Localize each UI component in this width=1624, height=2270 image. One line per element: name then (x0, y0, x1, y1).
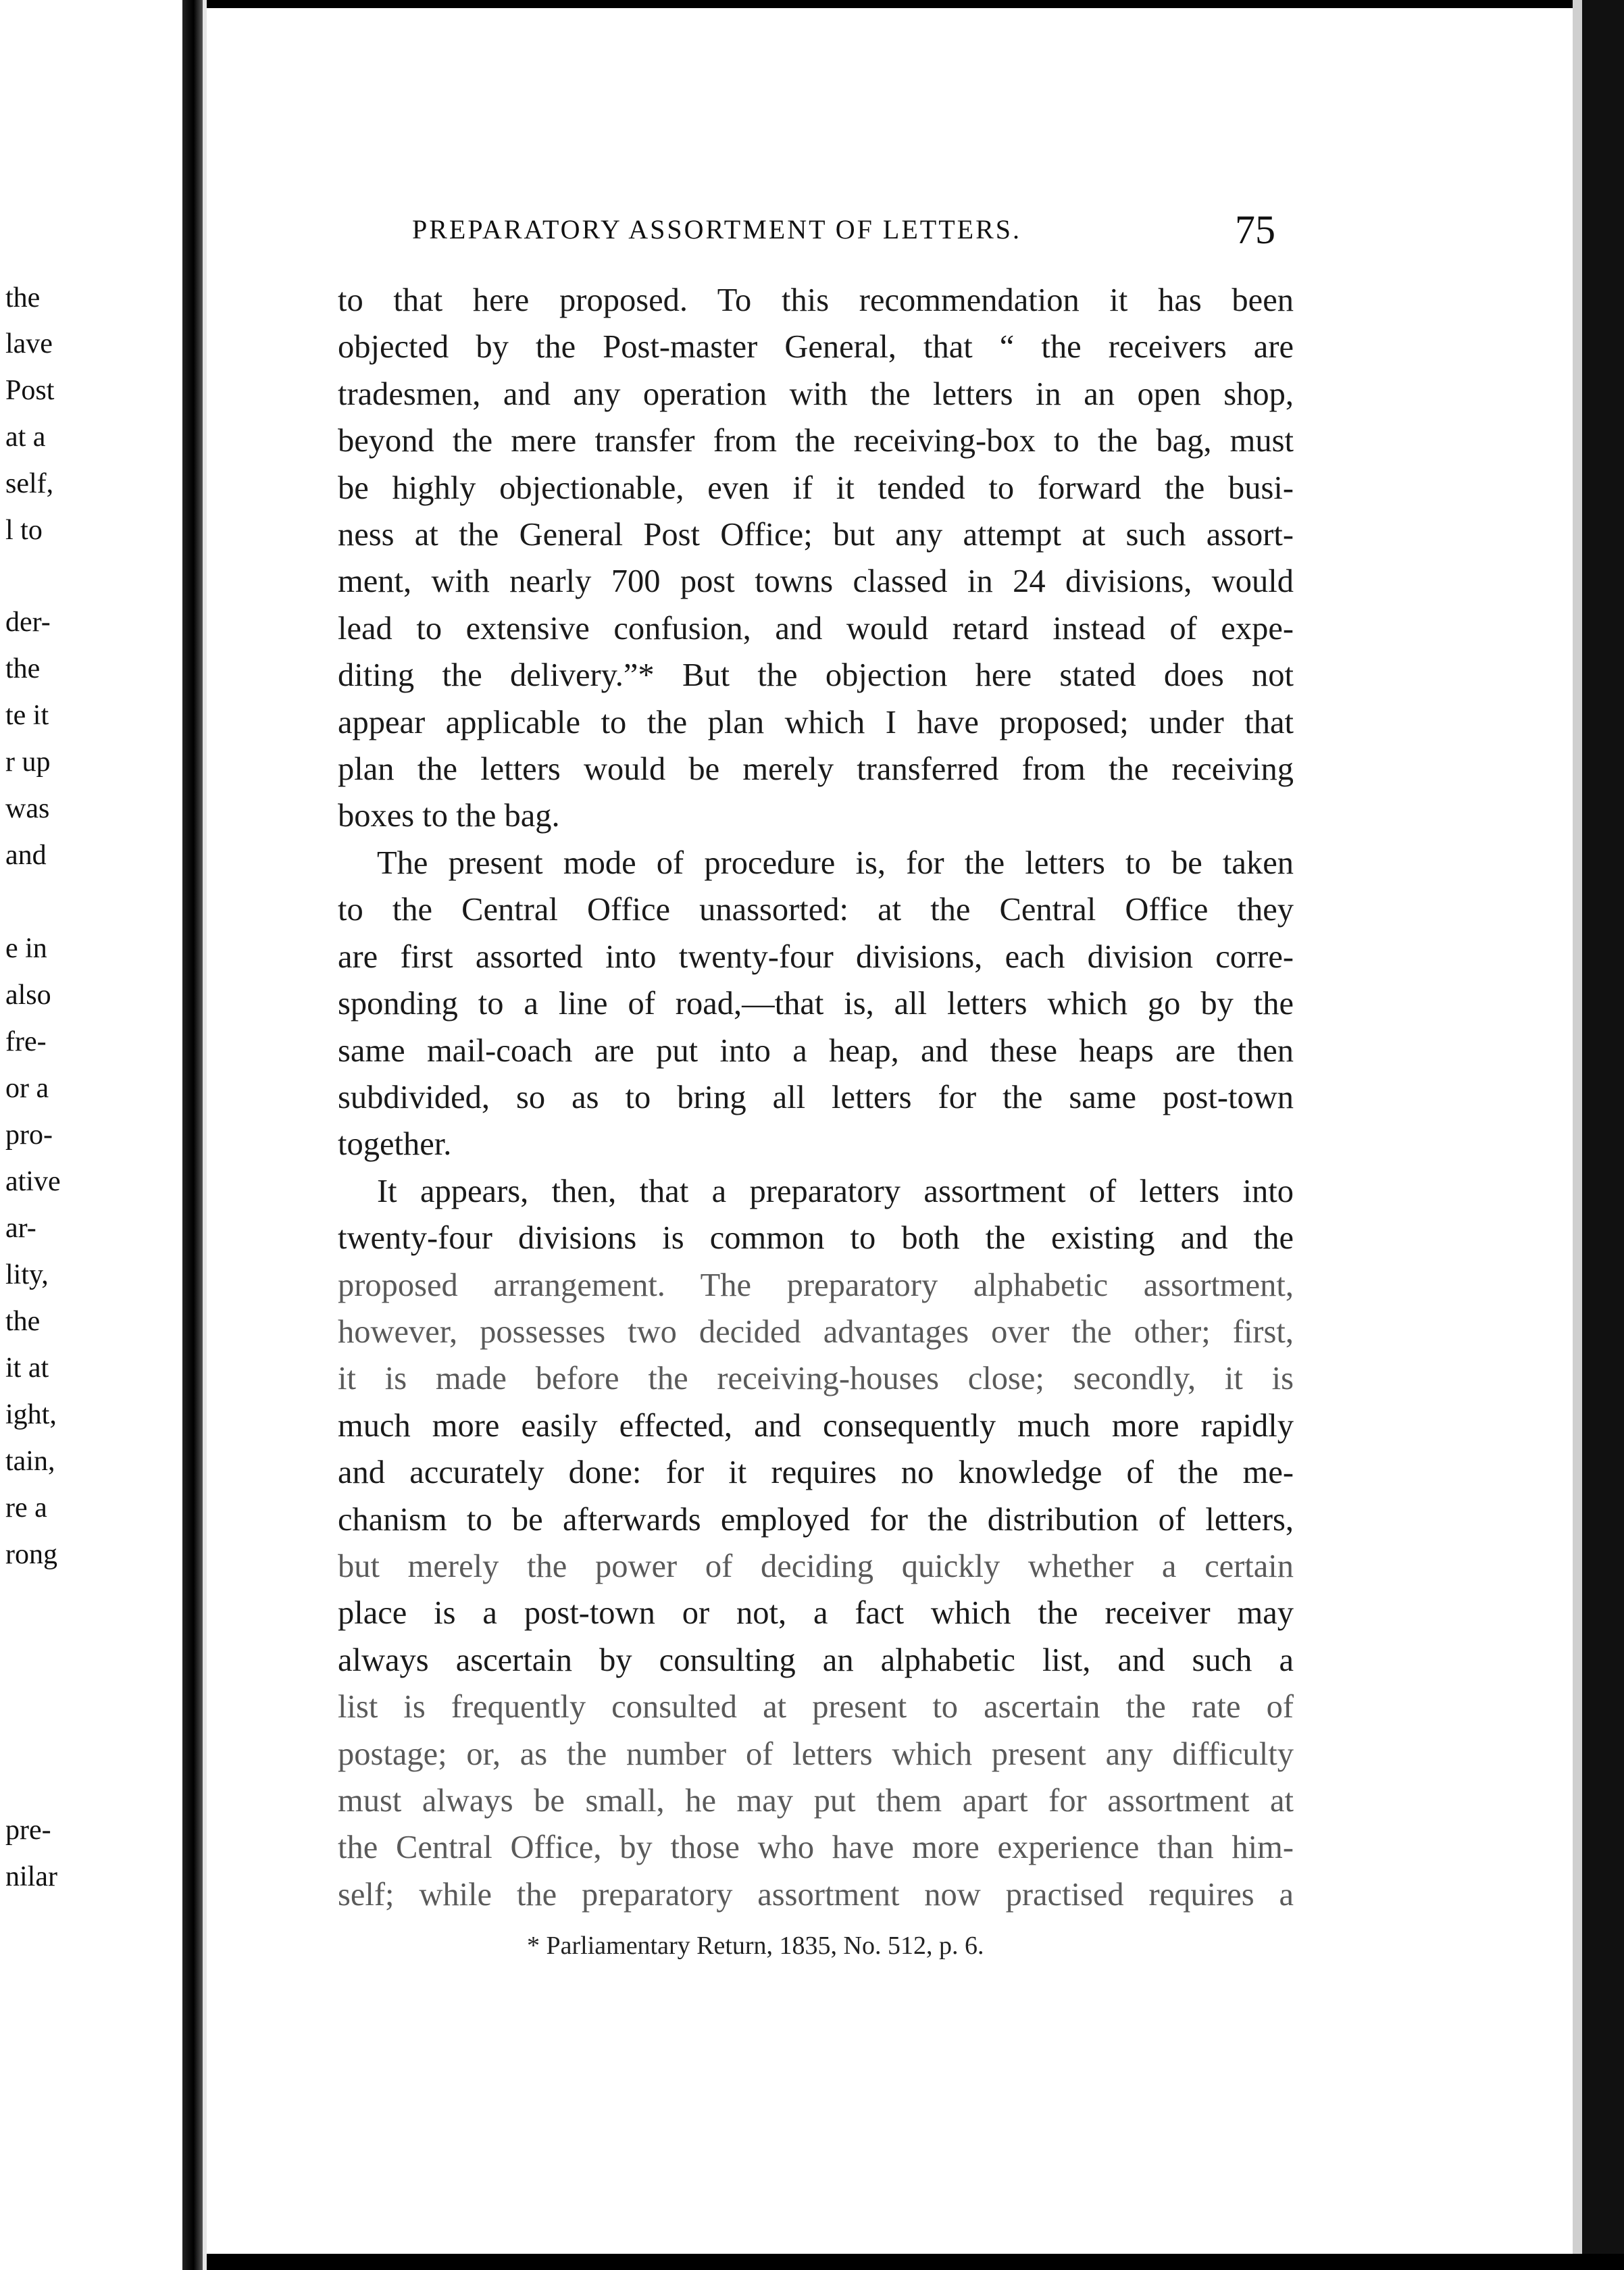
scan-top-border (0, 0, 1624, 8)
text-line: postage; or, as the number of letters which present any difficulty (338, 1736, 1294, 1772)
text-line: diting the delivery.”* But the objection here stated does not (338, 657, 1294, 694)
gutter-edge (203, 0, 207, 2270)
text-line: but merely the power of deciding quickly whether a certain (338, 1548, 1294, 1584)
page-number: 75 (1235, 207, 1275, 252)
scan-right-border (1582, 0, 1624, 2270)
left-page-fragment: the (5, 1306, 41, 1337)
text-line: to the Central Office unassorted: at the Central Office they (338, 892, 1294, 928)
left-page-fragment: fre- (5, 1026, 47, 1057)
left-page-fragment: at a (5, 422, 46, 453)
text-line: plan the letters would be merely transferred from the receiving (338, 751, 1294, 788)
left-page-fragment: also (5, 980, 51, 1011)
left-page-fragment: r up (5, 747, 51, 778)
text-line: The present mode of procedure is, for the letters to be taken (377, 844, 1294, 881)
left-page-fragment: l to (5, 515, 43, 546)
text-line: always ascertain by consulting an alphabetic list, and such a (338, 1642, 1294, 1678)
left-page-fragment: it at (5, 1353, 49, 1384)
left-page-fragment: and (5, 840, 47, 871)
paragraph-2 (338, 840, 1294, 1168)
left-page-fragment: the (5, 282, 41, 313)
text-line: much more easily effected, and consequently much more rapidly (338, 1407, 1294, 1444)
text-line: same mail-coach are put into a heap, and these heaps are then (338, 1032, 1294, 1069)
left-page-fragment: self, (5, 468, 54, 499)
text-line: appear applicable to the plan which I have proposed; under that (338, 704, 1294, 740)
left-page-fragment: e in (5, 933, 47, 964)
text-line: twenty-four divisions is common to both the existing and the (338, 1220, 1294, 1257)
text-line: together. (338, 1126, 452, 1163)
text-line: boxes to the bag. (338, 798, 560, 834)
text-line: sponding to a line of road,—that is, all letters which go by the (338, 986, 1294, 1022)
text-line: it is made before the receiving-houses close; secondly, it is (338, 1361, 1294, 1397)
left-page-fragment: ight, (5, 1399, 57, 1430)
left-page-fragment: te it (5, 700, 49, 731)
text-line: the Central Office, by those who have more experience than him- (338, 1830, 1294, 1866)
text-line: objected by the Post-master General, that “ the receivers are (338, 329, 1294, 365)
text-line: proposed arrangement. The preparatory alphabetic assortment, (338, 1267, 1294, 1303)
text-line: tradesmen, and any operation with the letters in an open shop, (338, 376, 1294, 412)
scan-bottom-border (189, 2254, 1624, 2270)
text-line: are first assorted into twenty-four divisions, each division corre- (338, 938, 1294, 975)
paragraph-1 (338, 277, 1294, 840)
running-head: PREPARATORY ASSORTMENT OF LETTERS. (412, 214, 1022, 245)
text-line: to that here proposed. To this recommendation it has been (338, 282, 1294, 318)
left-page-fragment: tain, (5, 1446, 55, 1477)
left-page-fragment: Post (5, 375, 55, 406)
left-page-fragment: der- (5, 607, 51, 638)
left-page-fragment: ar- (5, 1213, 36, 1244)
text-line: ness at the General Post Office; but any attempt at such assort- (338, 517, 1294, 553)
left-page-fragment: was (5, 793, 50, 824)
left-page-fragment: pro- (5, 1119, 53, 1151)
text-line: place is a post-town or not, a fact which the receiver may (338, 1595, 1294, 1632)
text-line: be highly objectionable, even if it tended to forward the busi- (338, 470, 1294, 506)
left-page-fragment: or a (5, 1073, 49, 1104)
text-line: It appears, then, that a preparatory assortment of letters into (377, 1173, 1294, 1209)
page-body (338, 277, 1294, 1918)
left-page-fragment: ative (5, 1166, 61, 1197)
left-page-fragment: rong (5, 1539, 57, 1570)
left-facing-page (0, 0, 182, 2270)
left-page-fragment: lity, (5, 1259, 49, 1290)
text-line: lead to extensive confusion, and would retard instead of expe- (338, 610, 1294, 647)
text-line: must always be small, he may put them apart for assortment at (338, 1783, 1294, 1819)
text-line: subdivided, so as to bring all letters for the same post-town (338, 1079, 1294, 1115)
paragraph-3 (338, 1168, 1294, 1919)
book-gutter (182, 0, 203, 2270)
text-line: list is frequently consulted at present to ascertain the rate of (338, 1689, 1294, 1725)
left-page-fragment: the (5, 653, 41, 684)
left-page-fragment: lave (5, 328, 53, 359)
scan-right-edge (1573, 0, 1582, 2270)
text-line: and accurately done: for it requires no knowledge of the me- (338, 1455, 1294, 1491)
footnote: * Parliamentary Return, 1835, No. 512, p. 6. (527, 1932, 984, 1960)
text-line: beyond the mere transfer from the receiving-box to the bag, must (338, 423, 1294, 459)
text-line: self; while the preparatory assortment now practised requires a (338, 1876, 1294, 1913)
text-line: however, possesses two decided advantages over the other; first, (338, 1313, 1294, 1350)
text-line: chanism to be afterwards employed for the distribution of letters, (338, 1501, 1294, 1538)
left-page-fragment: pre- (5, 1815, 51, 1846)
left-page-fragment: nilar (5, 1861, 57, 1892)
text-line: ment, with nearly 700 post towns classed in 24 divisions, would (338, 563, 1294, 600)
left-page-fragment: re a (5, 1492, 47, 1523)
